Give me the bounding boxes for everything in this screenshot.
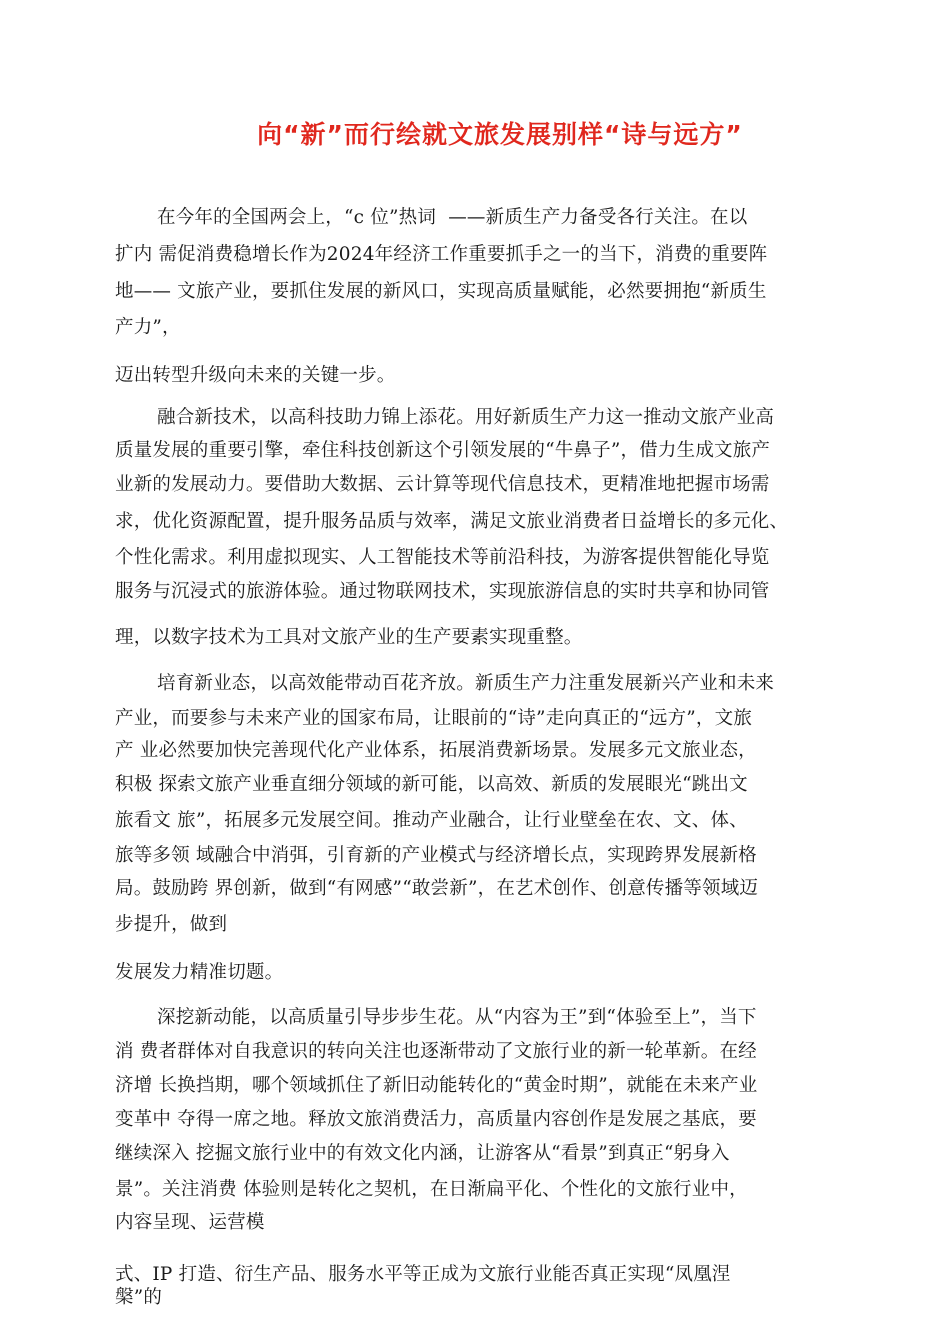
text-line: 产业，而要参与未来产业的国家布局，让眼前的“诗”走向真正的“远方”，文旅 [115,708,753,729]
text-line: 地—— 文旅产业，要抓住发展的新风口，实现高质量赋能，必然要拥抱“新质生 [115,281,767,302]
text-line: 产 业必然要加快完善现代化产业体系，拓展消费新场景。发展多元文旅业态， [115,740,757,761]
text-line: 迈出转型升级向未来的关键一步。 [115,365,396,386]
text-line: 景”。关注消费 体验则是转化之契机，在日渐扁平化、个性化的文旅行业中， [115,1179,748,1200]
text-line: 变革中 夺得一席之地。释放文旅消费活力，高质量内容创作是发展之基底，要 [115,1109,757,1130]
text-line: 继续深入 挖掘文旅行业中的有效文化内涵，让游客从“看景”到真正“躬身入 [115,1143,730,1164]
text-line: 深挖新动能，以高质量引导步步生花。从“内容为王”到“体验至上”，当下 [157,1007,757,1028]
text-line: 扩内 需促消费稳增长作为2024年经济工作重要抓手之一的当下，消费的重要阵 [115,244,768,265]
text-line: 消 费者群体对自我意识的转向关注也逐渐带动了文旅行业的新一轮革新。在经 [115,1041,757,1062]
text-line: 个性化需求。利用虚拟现实、人工智能技术等前沿科技，为游客提供智能化导览 [115,547,770,568]
text-line: 理，以数字技术为工具对文旅产业的生产要素实现重整。 [115,627,583,648]
text-line: 求，优化资源配置，提升服务品质与效率，满足文旅业消费者日益增长的多元化、 [115,511,789,532]
document-title: 向“新”而行绘就文旅发展别样“诗与远方” [257,120,743,149]
text-line: 济增 长换挡期，哪个领域抓住了新旧动能转化的“黄金时期”，就能在未来产业 [115,1075,758,1096]
text-line: 槃”的 [115,1287,163,1308]
text-line: 局。鼓励跨 界创新，做到“有网感”“敢尝新”，在艺术创作、创意传播等领域迈 [115,878,759,899]
text-line: 培育新业态，以高效能带动百花齐放。新质生产力注重发展新兴产业和未来 [157,673,775,694]
text-line: 产力”， [115,317,181,338]
text-line: 业新的发展动力。要借助大数据、云计算等现代信息技术，更精准地把握市场需 [115,474,770,495]
text-line: 步提升，做到 [115,914,228,935]
text-line: 服务与沉浸式的旅游体验。通过物联网技术，实现旅游信息的实时共享和协同管 [115,581,770,602]
text-line: 融合新技术，以高科技助力锦上添花。用好新质生产力这一推动文旅产业高 [157,407,775,428]
text-line: 内容呈现、运营模 [115,1212,265,1233]
text-line: 式、IP 打造、衍生产品、服务水平等正成为文旅行业能否真正实现“凤凰涅 [115,1264,731,1285]
text-line: 发展发力精准切题。 [115,962,284,983]
text-line: 质量发展的重要引擎，牵住科技创新这个引领发展的“牛鼻子”，借力生成文旅产 [115,440,771,461]
text-line: 旅等多领 域融合中消弭，引育新的产业模式与经济增长点，实现跨界发展新格 [115,845,757,866]
text-line: 旅看文 旅”，拓展多元发展空间。推动产业融合，让行业壁垒在农、文、体、 [115,810,748,831]
text-line: 积极 探索文旅产业垂直细分领域的新可能，以高效、新质的发展眼光“跳出文 [115,774,748,795]
text-line: 在今年的全国两会上，“c 位”热词 ——新质生产力备受各行关注。在以 [157,207,748,228]
